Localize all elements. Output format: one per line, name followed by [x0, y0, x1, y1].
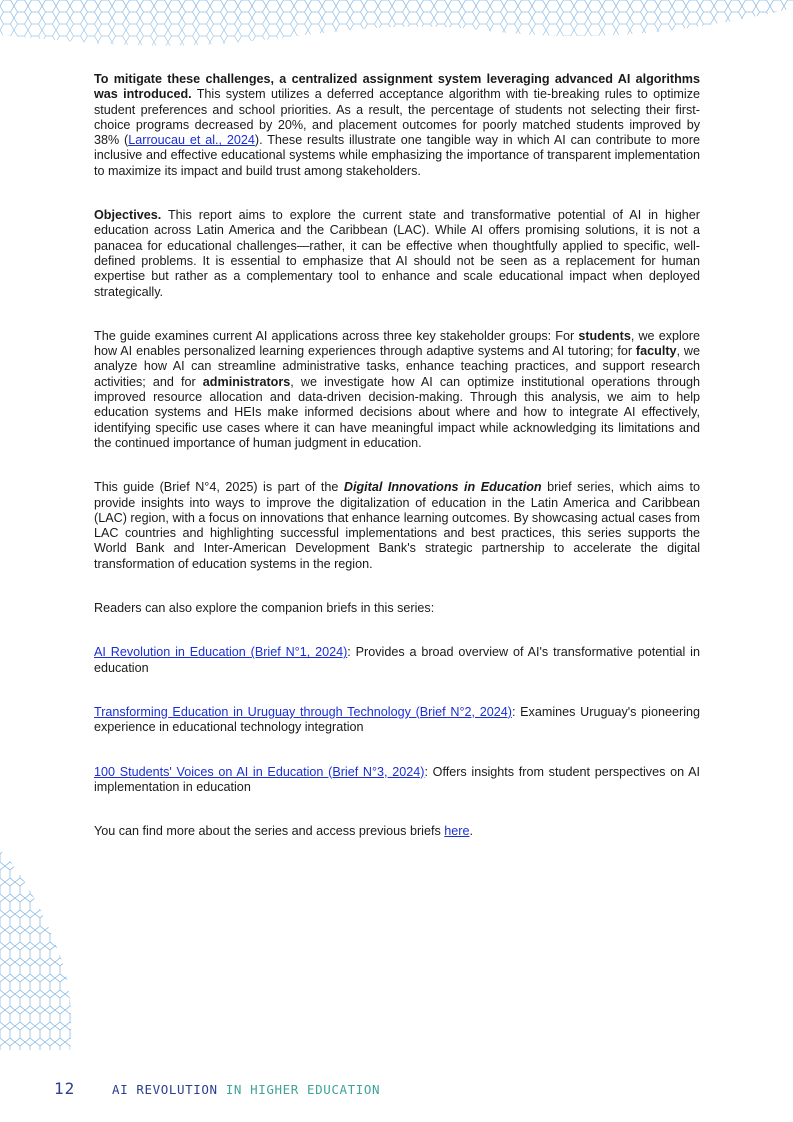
- paragraph-text: , we explore how AI enables personalized learning experiences through adaptive systems and AI tutoring; for: [94, 328, 700, 359]
- paragraph-text: , we analyze how AI can streamline administrative tasks, enhance teaching practices, and support research activities; and for: [94, 344, 700, 389]
- paragraph-companion-intro: Readers can also explore the companion briefs in this series:: [94, 601, 435, 616]
- hexagon-mesh-decoration-top: [0, 0, 793, 62]
- paragraph-text: brief series, which aims to provide insights into ways to improve the digitalization of education in the Latin America and Caribbean (LAC) region, with a focus on innovations that enhance learning outcomes. By showcasing actual cases from LAC countries and highlighting successful implementations and best practices, this series supports the World Bank and Inter-American Development Bank's strategic partnership to accelerate the digital transformation of education systems in the region.: [94, 480, 700, 571]
- paragraph-lead: To mitigate these challenges, a centralized assignment system leveraging advanced AI algorithms was introduced.: [94, 72, 700, 102]
- brief-link-2[interactable]: Transforming Education in Uruguay through Technology (Brief N°2, 2024): [94, 704, 512, 719]
- paragraph-stakeholders: [94, 329, 700, 451]
- paragraph-objectives: [94, 208, 700, 300]
- paragraph-lead: Objectives.: [94, 208, 162, 223]
- footer-title: [112, 1082, 380, 1097]
- companion-brief-1: [94, 645, 700, 676]
- footer-title-part-2: IN HIGHER EDUCATION: [217, 1082, 381, 1097]
- paragraph-text: This guide (Brief N°4, 2025) is part of the: [94, 480, 344, 495]
- paragraph-text: You can find more about the series and access previous briefs: [94, 824, 445, 839]
- stakeholder-faculty: faculty: [635, 344, 677, 359]
- brief-link-3[interactable]: 100 Students' Voices on AI in Education (Brief N°3, 2024): [94, 764, 425, 779]
- hexagon-mesh-decoration-left: [0, 850, 75, 1050]
- page-footer: [54, 1079, 381, 1098]
- series-name: Digital Innovations in Education: [343, 480, 542, 495]
- brief-description: : Provides a broad overview of AI's transformative potential in education: [94, 645, 700, 675]
- page-number: 12: [54, 1079, 76, 1098]
- paragraph-series-info: [94, 480, 700, 572]
- paragraph-find-more: [94, 824, 700, 839]
- brief-description: : Offers insights from student perspectives on AI implementation in education: [94, 764, 700, 794]
- footer-title-part-1: AI REVOLUTION: [112, 1082, 218, 1097]
- companion-brief-3: [94, 765, 700, 796]
- here-link[interactable]: here: [444, 824, 470, 839]
- companion-brief-2: [94, 705, 700, 736]
- paragraph-text: This system utilizes a deferred acceptance algorithm with tie-breaking rules to optimize student preferences and school priorities. As a result, the percentage of students not selecting their first-choice programs decreased by 20%, and placement outcomes for poorly matched students improved by 38% (: [94, 87, 700, 148]
- brief-description: : Examines Uruguay's pioneering experience in educational technology integration: [94, 704, 700, 735]
- paragraph-text: This report aims to explore the current state and transformative potential of AI in higher education across Latin America and the Caribbean (LAC). While AI offers promising solutions, it is not a panacea for educational challenges—rather, it can be effective when thoughtfully applied to specific, well-defined problems. It is essential to emphasize that AI should not be seen as a replacement for human expertise but rather as a complementary tool to enhance and scale educational impact when deployed strategically.: [94, 208, 700, 299]
- main-content: [94, 72, 700, 839]
- paragraph-text: , we investigate how AI can optimize institutional operations through improved resource allocation and data-driven decision-making. Through this analysis, we aim to help education systems and HEIs make informed decisions about where and how to integrate AI effectively, identifying specific use cases where it can have meaningful impact while acknowledging its limitations and the continued importance of human judgment in education.: [94, 374, 700, 450]
- citation-link-larroucau[interactable]: Larroucau et al., 2024: [128, 133, 255, 148]
- paragraph-text: The guide examines current AI applications across three key stakeholder groups: For: [94, 328, 579, 343]
- brief-link-1[interactable]: AI Revolution in Education (Brief N°1, 2024): [94, 645, 348, 660]
- paragraph-text: .: [469, 824, 473, 839]
- stakeholder-administrators: administrators: [202, 374, 291, 389]
- paragraph-text: ). These results illustrate one tangible way in which AI can contribute to more inclusive and effective educational systems while emphasizing the importance of transparent implementation to maximize its impact and build trust among stakeholders.: [94, 133, 700, 178]
- paragraph-assignment-system: [94, 72, 700, 179]
- stakeholder-students: students: [578, 328, 631, 343]
